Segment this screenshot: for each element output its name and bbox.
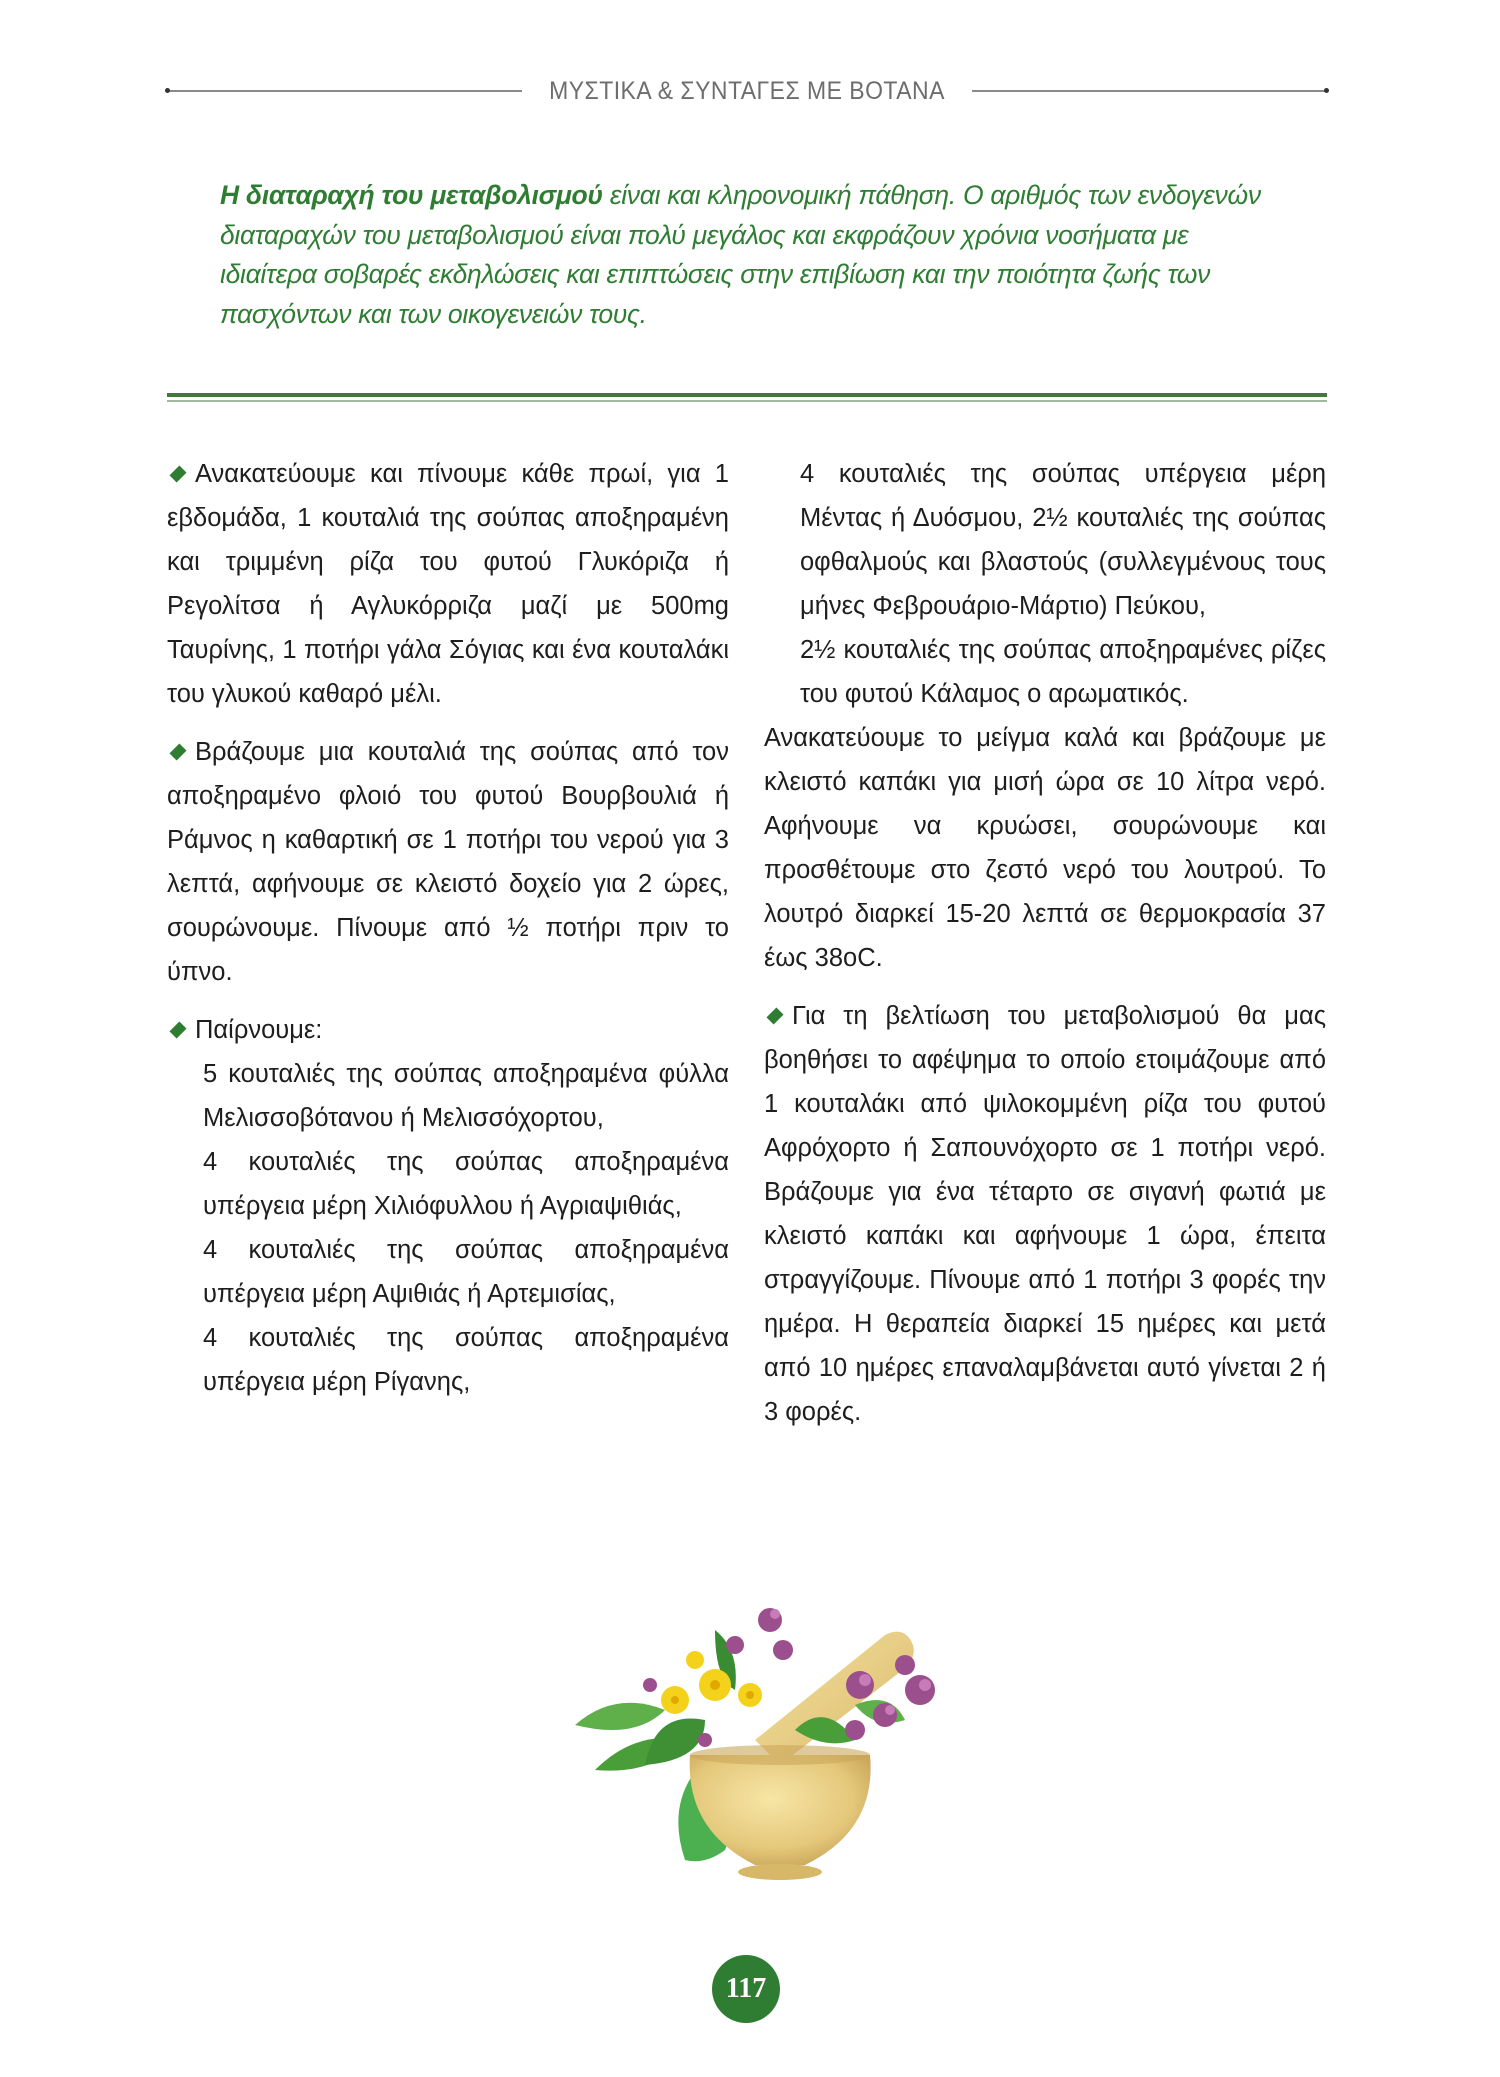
- right-column: [764, 452, 1326, 1448]
- intro-text: είναι και κληρονομική πάθηση. Ο αριθμός των ενδογενών διαταραχών του μεταβολισμού είναι πολύ μεγάλος και εκφράζουν χρόνια νοσήματα με ιδιαίτερα σοβαρές εκδηλώσεις και επιπτώσεις στην επιβίωση και την ποιότητα ζωής των πασχόντων και των οικογενειών τους.: [220, 180, 1261, 329]
- running-header: [167, 76, 1327, 106]
- page-number: 117: [712, 1955, 780, 2023]
- recipe-4: [764, 994, 1326, 1434]
- ingredient-item: 4 κουταλιές της σούπας υπέργεια μέρη Μέντας ή Δυόσμου, 2½ κουταλιές της σούπας οφθαλμούς και βλαστούς (συλλεγμένους τους μήνες Φεβρουάριο-Μάρτιο) Πεύκου,: [800, 460, 1326, 620]
- recipe-1: [167, 452, 729, 716]
- header-rule-dot-right: [1324, 88, 1329, 93]
- recipe-2: [167, 730, 729, 994]
- ingredient-list: [167, 1052, 729, 1404]
- diamond-bullet-icon: [766, 1007, 783, 1024]
- ingredient-item: 4 κουταλιές της σούπας αποξηραμένα υπέργεια μέρη Ρίγανης,: [203, 1324, 729, 1396]
- ingredient-item: 2½ κουταλιές της σούπας αποξηραμένες ρίζες του φυτού Κάλαμος ο αρωματικός.: [800, 636, 1326, 708]
- ingredient-list-continued: [764, 452, 1326, 716]
- running-title: ΜΥΣΤΙΚΑ & ΣΥΝΤΑΓΕΣ ΜΕ ΒΟΤΑΝΑ: [549, 77, 945, 105]
- intro-paragraph: [220, 176, 1280, 334]
- ingredient-item: 4 κουταλιές της σούπας αποξηραμένα υπέργεια μέρη Χιλιόφυλλου ή Αγριαψιθιάς,: [203, 1148, 729, 1220]
- ingredient-item: 5 κουταλιές της σούπας αποξηραμένα φύλλα Μελισσοβότανου ή Μελισσόχορτου,: [203, 1060, 729, 1132]
- diamond-bullet-icon: [169, 743, 186, 760]
- left-column: [167, 452, 729, 1404]
- mortar-pestle-herbs-icon: [555, 1590, 945, 1900]
- section-divider: [167, 393, 1327, 402]
- recipe-3-heading: [167, 1008, 729, 1052]
- recipe-3-method: Ανακατεύουμε το μείγμα καλά και βράζουμε με κλειστό καπάκι για μισή ώρα σε 10 λίτρα νερό. Αφήνουμε να κρυώσει, σουρώνουμε και προσθέτουμε στο ζεστό νερό του λουτρού. Το λουτρό διαρκεί 15-20 λεπτά σε θερμοκρασία 37 έως 38oC.: [764, 724, 1326, 972]
- intro-lead: Η διαταραχή του μεταβολισμού: [220, 180, 603, 210]
- recipe-2-text: Βράζουμε μια κουταλιά της σούπας από τον αποξηραμένο φλοιό του φυτού Βουρβουλιά ή Ράμνος η καθαρτική σε 1 ποτήρι του νερού για 3 λεπτά, αφήνουμε σε κλειστό δοχείο για 2 ώρες, σουρώνουμε. Πίνουμε από ½ ποτήρι πριν το ύπνο.: [167, 738, 729, 986]
- diamond-bullet-icon: [169, 465, 186, 482]
- recipe-1-text: Ανακατεύουμε και πίνουμε κάθε πρωί, για 1 εβδομάδα, 1 κουταλιά της σούπας αποξηραμένη και τριμμένη ρίζα του φυτού Γλυκόριζα ή Ρεγολίτσα ή Αγλυκόρριζα μαζί με 500mg Ταυρίνης, 1 ποτήρι γάλα Σόγιας και ένα κουταλάκι του γλυκού καθαρό μέλι.: [167, 460, 729, 708]
- recipe-3-heading-text: Παίρνουμε:: [195, 1016, 323, 1044]
- diamond-bullet-icon: [169, 1021, 186, 1038]
- recipe-4-text: Για τη βελτίωση του μεταβολισμού θα μας βοηθήσει το αφέψημα το οποίο ετοιμάζουμε από 1 κουταλάκι από ψιλοκομμένη ρίζα του φυτού Αφρόχορτο ή Σαπουνόχορτο σε 1 ποτήρι νερό. Βράζουμε για ένα τέταρτο σε σιγανή φωτιά με κλειστό καπάκι και αφήνουμε 1 ώρα, έπειτα στραγγίζουμε. Πίνουμε από 1 ποτήρι 3 φορές την ημέρα. Η θεραπεία διαρκεί 15 ημέρες και μετά από 10 ημέρες επαναλαμβάνεται αυτό γίνεται 2 ή 3 φορές.: [764, 1002, 1326, 1426]
- header-rule-dot-left: [165, 88, 170, 93]
- ingredient-item: 4 κουταλιές της σούπας αποξηραμένα υπέργεια μέρη Αψιθιάς ή Αρτεμισίας,: [203, 1236, 729, 1308]
